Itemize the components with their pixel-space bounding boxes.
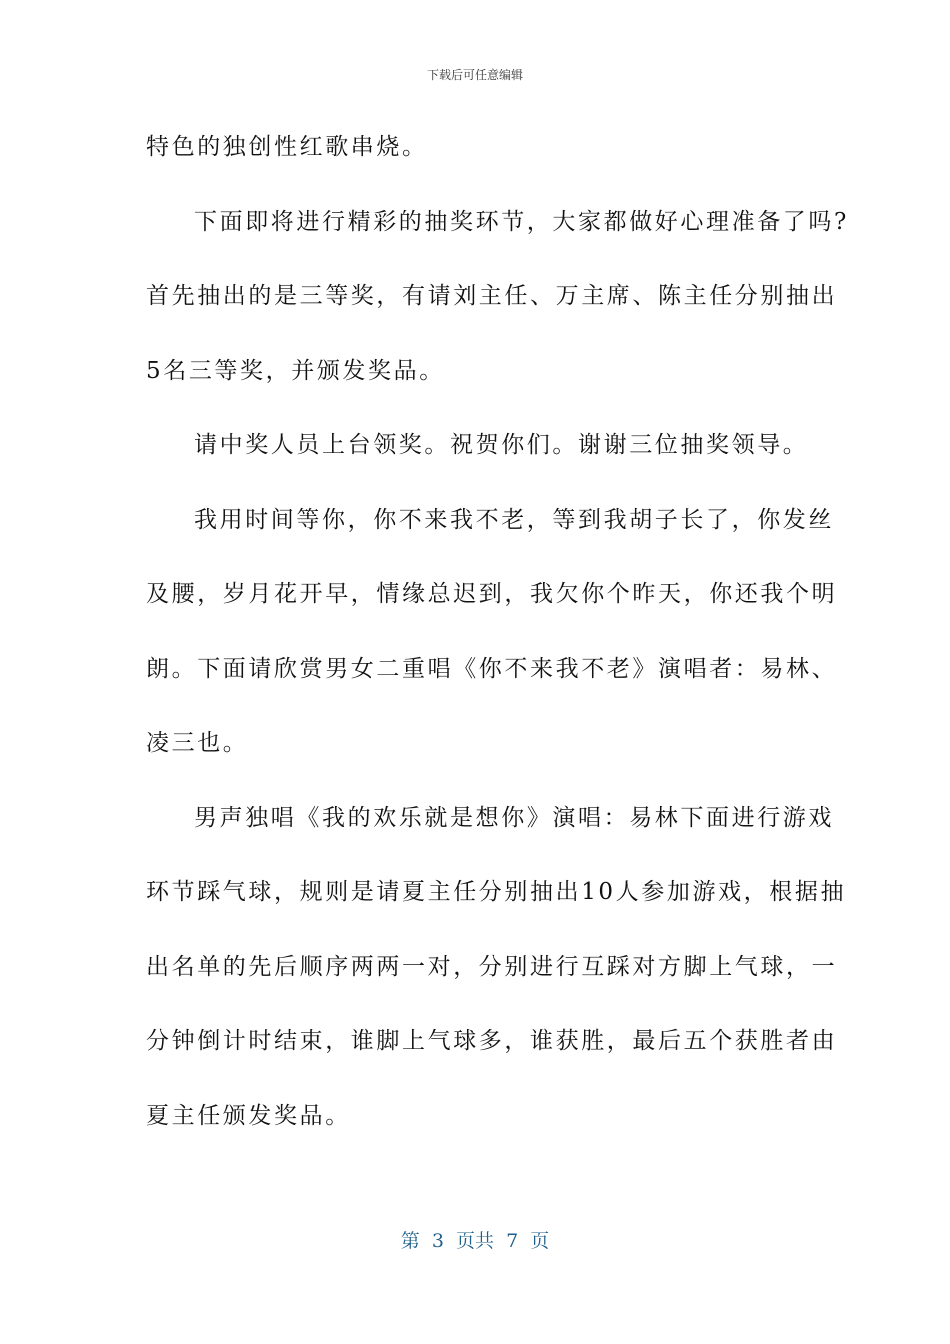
text-line: 下面即将进行精彩的抽奖环节，大家都做好心理准备了吗?: [194, 208, 849, 235]
text-line: 凌三也。: [146, 730, 249, 756]
text-line: 出名单的先后顺序两两一对，分别进行互踩对方脚上气球，一: [146, 953, 838, 980]
text-line: 首先抽出的是三等奖，有请刘主任、万主席、陈主任分别抽出: [146, 283, 838, 309]
text-line: 环节踩气球，规则是请夏主任分别抽出10人参加游戏，根据抽: [146, 879, 847, 905]
text-line: 请中奖人员上台领奖。祝贺你们。谢谢三位抽奖领导。: [194, 432, 809, 458]
text-line: 分钟倒计时结束，谁脚上气球多，谁获胜，最后五个获胜者由: [146, 1028, 838, 1054]
text-line: 我用时间等你，你不来我不老，等到我胡子长了，你发丝: [194, 506, 834, 533]
document-body: [146, 113, 849, 1156]
text-line: 男声独唱《我的欢乐就是想你》演唱：易林下面进行游戏: [194, 804, 834, 831]
header-note: 下载后可任意编辑: [426, 68, 523, 82]
text-line: 特色的独创性红歌串烧。: [146, 134, 428, 160]
text-line: 5名三等奖，并颁发奖品。: [146, 357, 445, 384]
page-number: 第 3 页共 7 页: [400, 1230, 550, 1252]
text-line: 及腰，岁月花开早，情缘总迟到，我欠你个昨天，你还我个明: [146, 581, 838, 607]
text-line: 朗。下面请欣赏男女二重唱《你不来我不老》演唱者：易林、: [146, 655, 838, 682]
text-line: 夏主任颁发奖品。: [146, 1102, 351, 1129]
